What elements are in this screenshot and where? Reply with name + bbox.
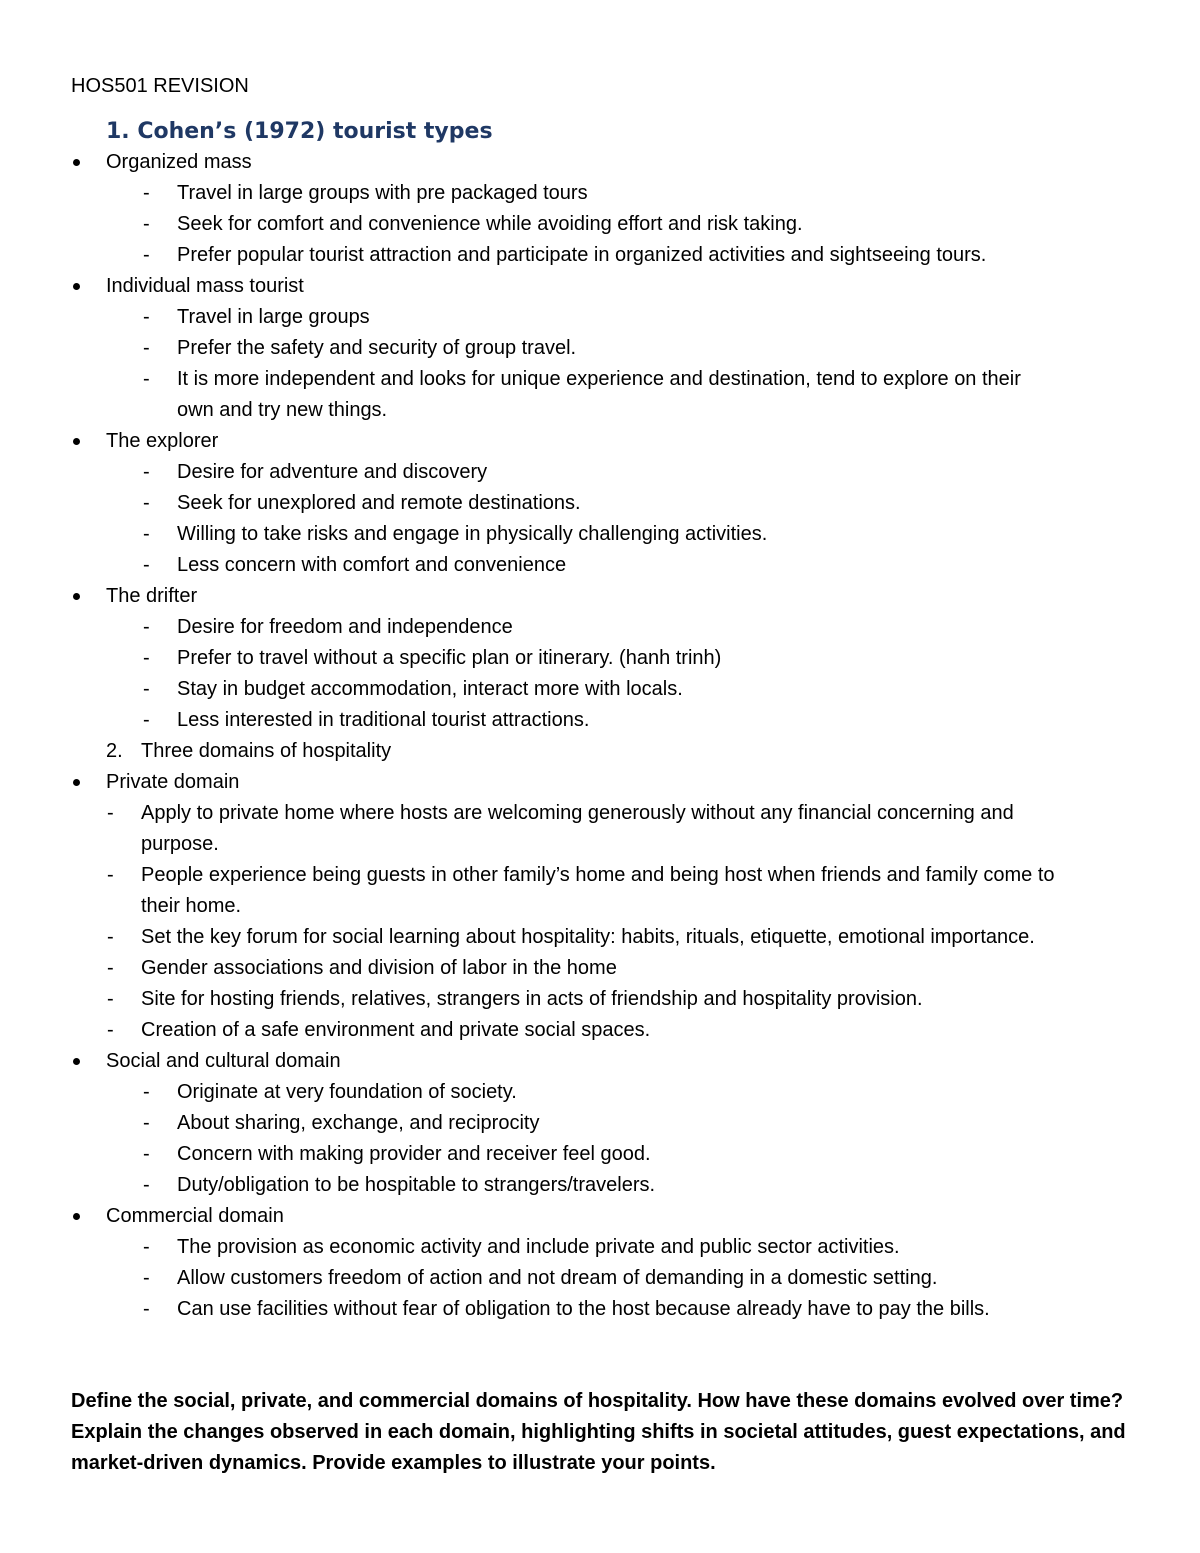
dash-icon: -	[143, 492, 150, 514]
dash-icon: -	[143, 1298, 150, 1320]
dash-icon: -	[107, 802, 114, 824]
list-item: Willing to take risks and engage in physically challenging activities.	[177, 523, 768, 545]
list-item: Creation of a safe environment and private social spaces.	[141, 1019, 651, 1041]
dash-icon: -	[143, 461, 150, 483]
list-item: It is more independent and looks for unique experience and destination, tend to explore on their	[177, 368, 1021, 390]
dash-icon: -	[143, 213, 150, 235]
list-item: Seek for unexplored and remote destinations.	[177, 492, 581, 514]
dash-icon: -	[143, 368, 150, 390]
bullet-icon	[73, 438, 80, 445]
list-item: Desire for freedom and independence	[177, 616, 513, 638]
list-item: Duty/obligation to be hospitable to strangers/travelers.	[177, 1174, 656, 1196]
list-item: Travel in large groups with pre packaged tours	[177, 182, 588, 204]
domain-label-social-cultural: Social and cultural domain	[106, 1050, 341, 1072]
type-label-drifter: The drifter	[106, 585, 198, 607]
section-2-title: Three domains of hospitality	[141, 740, 392, 762]
type-label-organized-mass: Organized mass	[106, 151, 252, 173]
bullet-icon	[73, 283, 80, 290]
dash-icon: -	[107, 1019, 114, 1041]
document-title: HOS501 REVISION	[71, 75, 249, 97]
list-item: People experience being guests in other family’s home and being host when friends and family come to	[141, 864, 1055, 886]
dash-icon: -	[143, 616, 150, 638]
dash-icon: -	[107, 957, 114, 979]
dash-icon: -	[143, 337, 150, 359]
dash-icon: -	[143, 1174, 150, 1196]
domain-label-commercial: Commercial domain	[106, 1205, 284, 1227]
list-item: About sharing, exchange, and reciprocity	[177, 1112, 540, 1134]
list-item: Prefer the safety and security of group travel.	[177, 337, 577, 359]
dash-icon: -	[143, 244, 150, 266]
list-item: Originate at very foundation of society.	[177, 1081, 517, 1103]
bullet-icon	[73, 593, 80, 600]
section-1-number: 1.	[106, 119, 130, 144]
dash-icon: -	[143, 523, 150, 545]
dash-icon: -	[107, 926, 114, 948]
list-item: The provision as economic activity and include private and public sector activities.	[177, 1236, 900, 1258]
list-item: Can use facilities without fear of obligation to the host because already have to pay the bills.	[177, 1298, 990, 1320]
dash-icon: -	[143, 1236, 150, 1258]
type-label-individual-mass: Individual mass tourist	[106, 275, 304, 297]
list-item: Less concern with comfort and convenience	[177, 554, 567, 576]
dash-icon: -	[143, 709, 150, 731]
section-1-heading	[106, 117, 493, 147]
dash-icon: -	[143, 554, 150, 576]
bullet-icon	[73, 1213, 80, 1220]
list-item-continuation: purpose.	[141, 833, 219, 855]
list-item: Seek for comfort and convenience while avoiding effort and risk taking.	[177, 213, 803, 235]
bullet-icon	[73, 159, 80, 166]
section-2-number: 2.	[106, 740, 123, 762]
dash-icon: -	[143, 182, 150, 204]
dash-icon: -	[143, 678, 150, 700]
bullet-icon	[73, 1058, 80, 1065]
essay-question: Define the social, private, and commercial domains of hospitality. How have these domains evolved over time? Explain the changes observed in each domain, highlighting shifts in societal attitudes, guest expectations, and market-driven dynamics. Provide examples to illustrate your points.	[71, 1390, 1126, 1474]
list-item: Allow customers freedom of action and not dream of demanding in a domestic setting.	[177, 1267, 938, 1289]
list-item: Stay in budget accommodation, interact more with locals.	[177, 678, 683, 700]
dash-icon: -	[107, 988, 114, 1010]
list-item: Prefer popular tourist attraction and participate in organized activities and sightseeing tours.	[177, 244, 987, 266]
list-item: Prefer to travel without a specific plan or itinerary. (hanh trinh)	[177, 647, 722, 669]
dash-icon: -	[143, 647, 150, 669]
list-item: Gender associations and division of labor in the home	[141, 957, 617, 979]
dash-icon: -	[143, 1267, 150, 1289]
dash-icon: -	[143, 306, 150, 328]
dash-icon: -	[143, 1081, 150, 1103]
type-label-explorer: The explorer	[106, 430, 219, 452]
list-item: Travel in large groups	[177, 306, 370, 328]
domain-label-private: Private domain	[106, 771, 240, 793]
list-item: Less interested in traditional tourist attractions.	[177, 709, 590, 731]
list-item: Apply to private home where hosts are welcoming generously without any financial concerning and	[141, 802, 1014, 824]
dash-icon: -	[107, 864, 114, 886]
dash-icon: -	[143, 1112, 150, 1134]
list-item-continuation: own and try new things.	[177, 399, 388, 421]
list-item: Set the key forum for social learning about hospitality: habits, rituals, etiquette, emotional importance.	[141, 926, 1035, 948]
list-item-continuation: their home.	[141, 895, 242, 917]
section-1-title: Cohen’s (1972) tourist types	[137, 119, 493, 144]
list-item: Site for hosting friends, relatives, strangers in acts of friendship and hospitality provision.	[141, 988, 923, 1010]
bullet-icon	[73, 779, 80, 786]
list-item: Concern with making provider and receiver feel good.	[177, 1143, 651, 1165]
list-item: Desire for adventure and discovery	[177, 461, 488, 483]
dash-icon: -	[143, 1143, 150, 1165]
